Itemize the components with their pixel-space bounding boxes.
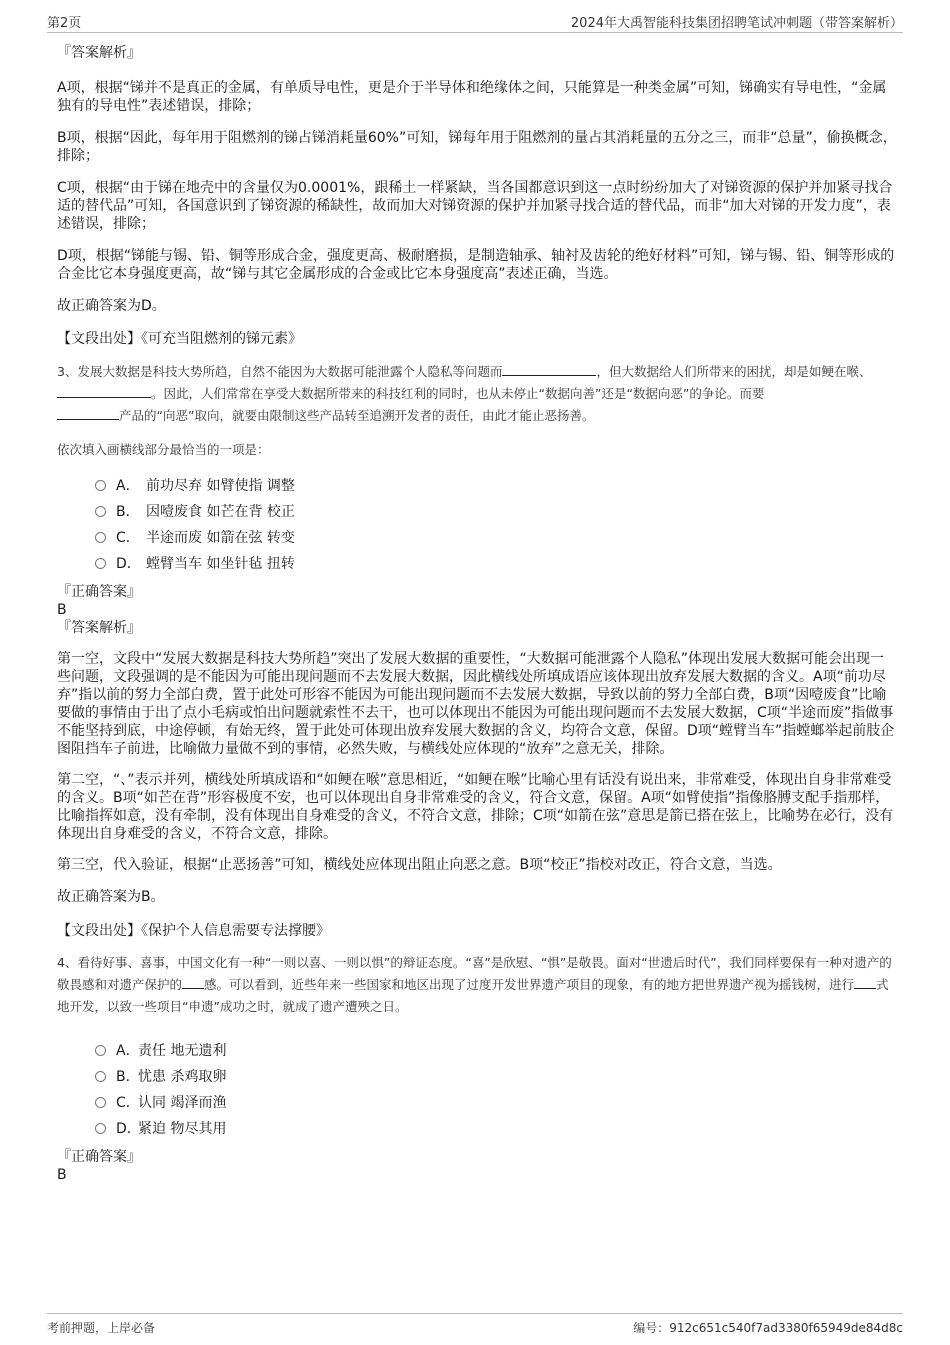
page-number: 第2页 — [47, 16, 82, 31]
option-c[interactable]: C． 半途而废 如箭在弦 转变 — [95, 525, 897, 551]
question-3-options — [95, 473, 897, 577]
page-content — [57, 36, 897, 1184]
radio-icon[interactable] — [95, 1045, 106, 1056]
analysis-option-c: C项，根据“由于锑在地壳中的含量仅为0.0001%，跟稀土一样紧缺，当各国都意识到这一点时纷纷加大了对锑资源的保护并加紧寻找合适的替代品”可知，各国意识到了锑资源的稀缺性，故而加大对锑资源的保护并加紧寻找合适的替代品，而非“加大对锑的开发力度”，表述错误，排除； — [57, 180, 893, 232]
analysis-paragraph-1: 第一空，文段中“发展大数据是科技大势所趋”突出了发展大数据的重要性，“大数据可能泄露个人隐私”体现出发展大数据可能会出现一些问题，文段强调的是不能因为可能出现问题而不去发展大数据，因此横线处所填成语应该体现出放弃发展大数据的含义。A项“前功尽弃”指以前的努力全部白费，置于此处可形容不能因为可能出现问题而不去发展大数据，导致以前的努力全部白费，B项“因噎废食”比喻要做的事情由于出了点小毛病或怕出问题就索性不去干，也可以体现出不能因为可能出现问题而不去发展大数据，C项“半途而废”指做事不能坚持到底，中途停顿，有始无终，置于此处可体现出放弃发展大数据的含义，均符合文意，保留。D项“螳臂当车”指螳螂举起前肢企图阻挡车子前进，比喻做力量做不到的事情，必然失败，与横线处应体现的“放弃”之意无关，排除。 — [57, 651, 895, 757]
analysis-heading: 『答案解析』 — [57, 45, 141, 61]
footer-slogan: 考前押题，上岸必备 — [47, 1321, 156, 1335]
option-a[interactable]: A． 前功尽弃 如臂使指 调整 — [95, 473, 897, 499]
answer-heading: 『正确答案』 — [57, 1149, 141, 1165]
document-id: 编号：912c651c540f7ad3380f65949de84d8c — [633, 1321, 903, 1335]
conclusion: 故正确答案为B。 — [57, 889, 165, 905]
blank — [182, 975, 204, 989]
radio-icon[interactable] — [95, 558, 106, 569]
source: 【文段出处】《保护个人信息需要专法撑腰》 — [57, 923, 330, 939]
radio-icon[interactable] — [95, 506, 106, 517]
radio-icon[interactable] — [95, 1123, 106, 1134]
option-c[interactable]: C．认同 竭泽而渔 — [95, 1090, 897, 1116]
page-header — [47, 10, 903, 33]
blank — [502, 362, 596, 376]
question-4-stem: 4、看待好事、喜事，中国文化有一种“一则以喜、一则以惧”的辩证态度。“喜”是欣慰、“惧”是敬畏。面对“世遗后时代”，我们同样要保有一种对遗产的敬畏感和对遗产保护的 感。可以看到，近些年来一些国家和地区出现了过度开发世界遗产项目的现象，有的地方把世界遗产视为摇钱树，进行 式地开发，以致一些项目“申遗”成功之时，就成了遗产遭殃之日。 — [57, 955, 892, 1014]
option-d[interactable]: D．紧迫 物尽其用 — [95, 1116, 897, 1142]
option-d[interactable]: D． 螳臂当车 如坐针毡 扭转 — [95, 551, 897, 577]
question-3-stem: 3、发展大数据是科技大势所趋，自然不能因为大数据可能泄露个人隐私等问题而 ，但大数据给人们所带来的困扰，却是如鲠在喉、。因此，人们常常在享受大数据所带来的科技红利的同时，也从未停止“数据向善”还是“数据向恶”的争论。而要 产品的“向恶”取向，就要由限制这些产品转至追溯开发者的责任，由此才能止恶扬善。 — [57, 364, 872, 423]
analysis-paragraph-2: 第二空，“、”表示并列，横线处所填成语和“如鲠在喉”意思相近，“如鲠在喉”比喻心里有话没有说出来，非常难受，体现出自身非常难受的含义。B项“如芒在背”形容极度不安，也可以体现出自身非常难受的含义，符合文意，保留。A项“如臂使指”指像胳膊支配手指那样，比喻指挥如意，没有牵制，没有体现出自身难受的含义，不符合文意，排除；C项“如箭在弦”意思是箭已搭在弦上，比喻势在必行，没有体现出自身难受的含义，不符合文意，排除。 — [57, 772, 894, 842]
option-b[interactable]: B． 因噎废食 如芒在背 校正 — [95, 499, 897, 525]
analysis-heading: 『答案解析』 — [57, 620, 141, 636]
analysis-paragraph-3: 第三空，代入验证，根据“止恶扬善”可知，横线处应体现出阻止向恶之意。B项“校正”指校对改正，符合文意，当选。 — [57, 857, 782, 873]
radio-icon[interactable] — [95, 1071, 106, 1082]
blank — [57, 406, 119, 420]
document-title: 2024年大禹智能科技集团招聘笔试冲刺题（带答案解析） — [570, 16, 903, 31]
blank — [57, 384, 151, 398]
page-footer — [47, 1313, 903, 1338]
radio-icon[interactable] — [95, 1097, 106, 1108]
source: 【文段出处】《可充当阻燃剂的锑元素》 — [57, 331, 302, 347]
answer-value: B — [57, 602, 67, 618]
radio-icon[interactable] — [95, 480, 106, 491]
conclusion: 故正确答案为D。 — [57, 298, 166, 314]
blank — [854, 975, 876, 989]
analysis-option-a: A项，根据“锑并不是真正的金属，有单质导电性，更是介于半导体和绝缘体之间，只能算是一种类金属”可知，锑确实有导电性，“金属独有的导电性”表述错误，排除； — [57, 80, 887, 114]
radio-icon[interactable] — [95, 532, 106, 543]
question-4-options — [95, 1038, 897, 1142]
answer-value: B — [57, 1167, 67, 1183]
option-b[interactable]: B．忧患 杀鸡取卵 — [95, 1064, 897, 1090]
question-3-prompt: 依次填入画横线部分最恰当的一项是： — [57, 442, 270, 457]
analysis-option-b: B项，根据“因此，每年用于阻燃剂的锑占锑消耗量60%”可知，锑每年用于阻燃剂的量占其消耗量的五分之三，而非“总量”，偷换概念，排除； — [57, 130, 897, 164]
analysis-option-d: D项，根据“锑能与锡、铅、铜等形成合金，强度更高、极耐磨损，是制造轴承、轴衬及齿轮的绝好材料”可知，锑与锡、铅、铜等形成的合金比它本身强度更高，故“锑与其它金属形成的合金或比它本身强度高”表述正确，当选。 — [57, 248, 895, 282]
answer-heading: 『正确答案』 — [57, 584, 141, 600]
option-a[interactable]: A．责任 地无遗利 — [95, 1038, 897, 1064]
